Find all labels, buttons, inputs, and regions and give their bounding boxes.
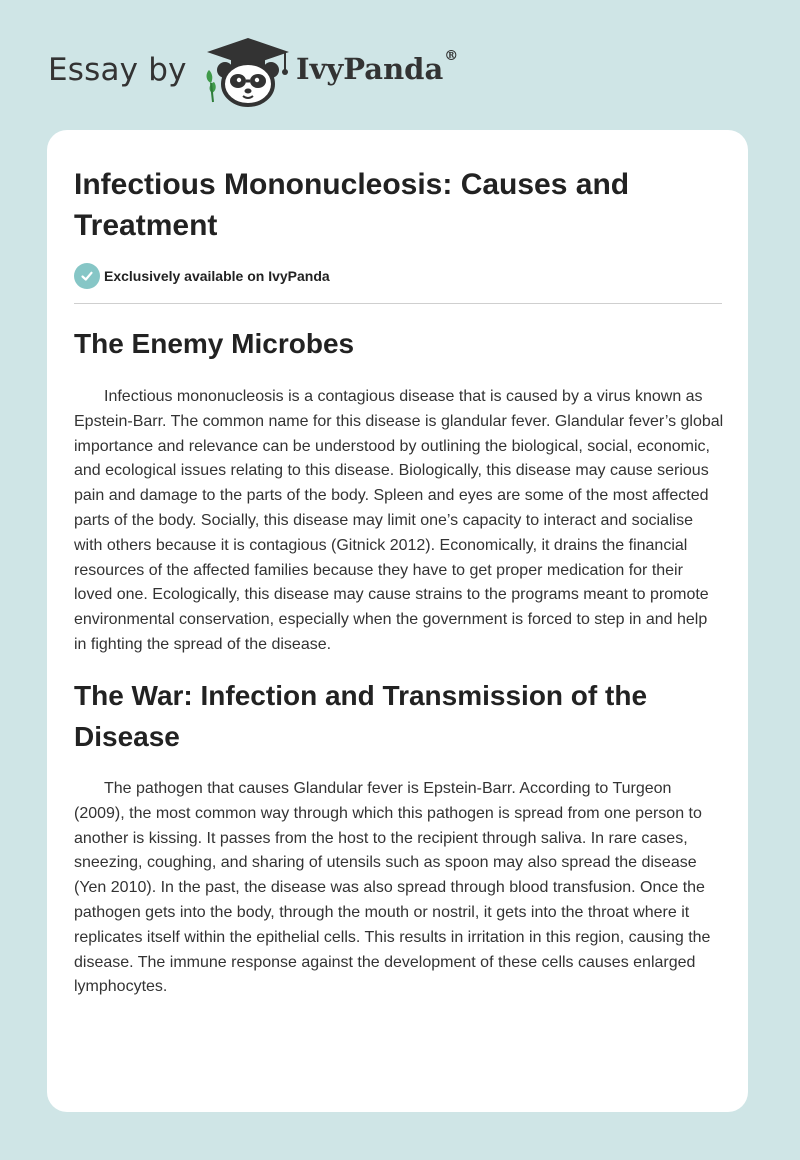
ivypanda-panda-logo-icon[interactable] [203,36,293,108]
essay-by-label: Essay by [48,52,187,88]
check-circle-icon [74,263,100,289]
section-heading: The Enemy Microbes [74,328,355,359]
essay-card [47,130,748,1112]
essay-title: Infectious Mononucleosis: Causes and Treatment [74,168,630,242]
divider [74,303,722,304]
registered-mark: ® [444,48,459,64]
exclusive-label: Exclusively available on IvyPanda [104,268,330,284]
brand-name[interactable] [296,48,459,86]
brand-label: IvyPanda [296,52,444,86]
site-header [48,30,508,110]
section-heading: The War: Infection and Transmission of the Disease [74,680,648,752]
exclusive-badge [74,263,330,289]
section-paragraph: Infectious mononucleosis is a contagious disease that is caused by a virus known as Epstein-Barr. The common name for this disease is glandular fever. Glandular fever’s global importance and relevance can be understood by outlining the biological, social, economic, and ecological issues relating to this disease. Biologically, this disease may cause serious pain and damage to the parts of the body. Spleen and eyes are some of the most affected parts of the body. Socially, this disease may limit one’s capacity to interact and socialise with others because it is contagious (Gitnick 2012). Economically, it drains the financial resources of the affected families because they have to get proper medication for their loved one. Ecologically, this disease may cause strains to the programs meant to promote environmental conservation, especially when the government is forced to step in and help in fighting the spread of the disease. [74,388,724,653]
section-paragraph: The pathogen that causes Glandular fever is Epstein-Barr. According to Turgeon (2009), the most common way through which this pathogen is spread from one person to another is kissing. It passes from the host to the recipient through saliva. In rare cases, sneezing, coughing, and sharing of utensils such as spoon may also spread the disease (Yen 2010). In the past, the disease was also spread through blood transfusion. Once the pathogen gets into the body, through the mouth or nostril, it gets into the throat where it replicates itself within the epithelial cells. This results in irritation in this region, causing the disease. The immune response against the development of these cells causes enlarged lymphocytes. [74,780,711,996]
